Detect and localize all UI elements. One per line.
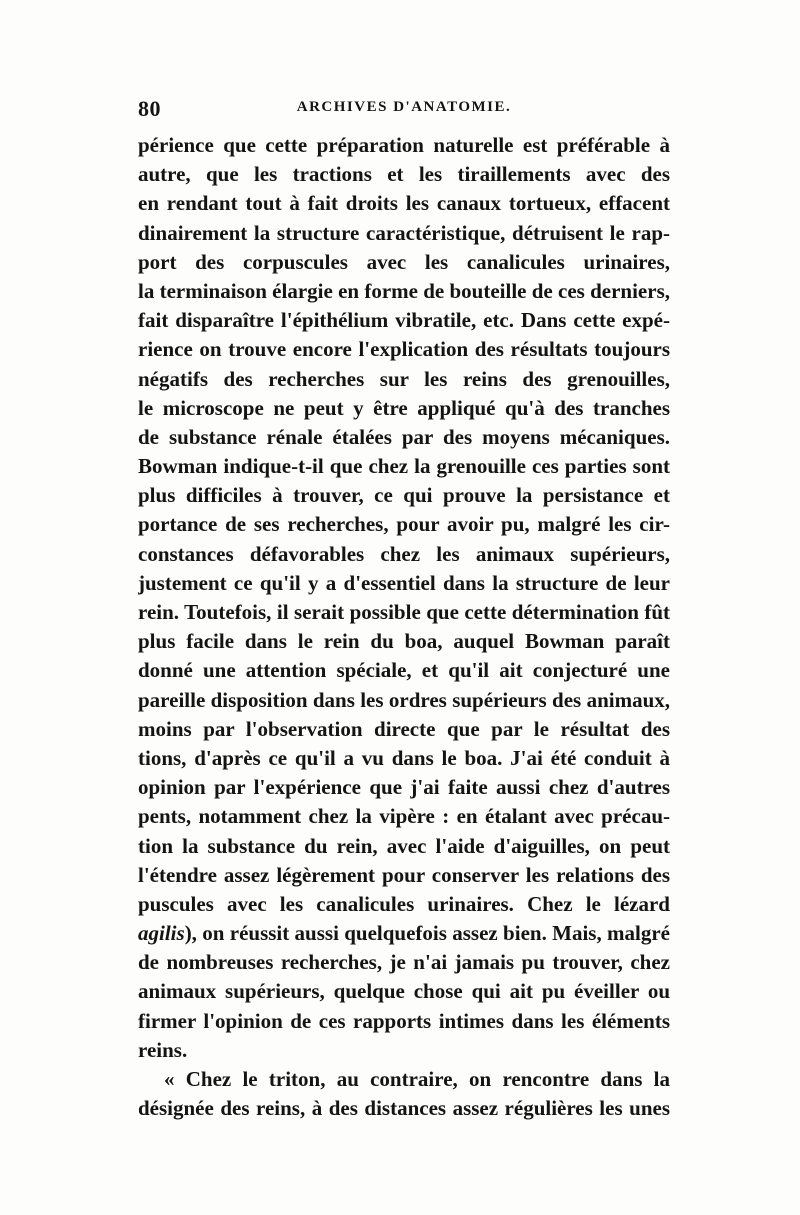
text-line: en rendant tout à fait droits les canaux tortueux, effacent: [138, 191, 670, 216]
text-line: fait disparaître l'épithélium vibratile, etc. Dans cette expé-: [138, 308, 670, 333]
text-line: moins par l'observation directe que par le résultat des: [138, 716, 670, 741]
text-line: « Chez le triton, au contraire, on rencontre dans la: [164, 1067, 670, 1091]
text-line: l'étendre assez légèrement pour conserver les relations des: [138, 862, 670, 887]
text-line: portance de ses recherches, pour avoir pu, malgré les cir-: [138, 512, 670, 537]
text-line: pents, notamment chez la vipère : en étalant avec précau-: [138, 804, 670, 829]
text-line: périence que cette préparation naturelle est préférable à: [138, 133, 670, 157]
text-line: plus difficiles à trouver, ce qui prouve la persistance et: [138, 483, 670, 508]
text-line: donné une attention spéciale, et qu'il ait conjecturé une: [138, 658, 670, 683]
text-line: rein. Toutefois, il serait possible que cette détermination fût: [138, 600, 670, 624]
text-segment: puscules avec les canalicules urinaires. Chez le lézard: [138, 891, 670, 916]
text-line: de nombreuses recherches, je n'ai jamais pu trouver, chez: [138, 950, 670, 975]
text-line: port des corpuscules avec les canalicules urinaires,: [138, 249, 670, 274]
text-segment: ), on réussit aussi quelquefois assez bien. Mais, malgré: [184, 921, 670, 946]
text-line: constances défavorables chez les animaux supérieurs,: [138, 541, 670, 566]
text-line: la terminaison élargie en forme de bouteille de ces derniers,: [138, 278, 670, 303]
text-line: justement ce qu'il y a d'essentiel dans la structure de leur: [138, 570, 670, 595]
text-line: animaux supérieurs, quelque chose qui ait pu éveiller ou: [138, 979, 670, 1004]
italic-text-segment: agilis: [138, 921, 185, 946]
running-head: [138, 96, 670, 122]
text-line: rience on trouve encore l'explication des résultats toujours: [138, 337, 670, 362]
text-line: firmer l'opinion de ces rapports intimes dans les éléments: [138, 1008, 670, 1033]
text-line: plus facile dans le rein du boa, auquel Bowman paraît: [138, 629, 670, 654]
text-line: désignée des reins, à des distances assez régulières les unes: [138, 1096, 670, 1121]
text-line: le microscope ne peut y être appliqué qu'à des tranches: [138, 395, 670, 420]
page-number: 80: [138, 96, 161, 121]
journal-title: ARCHIVES D'ANATOMIE.: [296, 99, 512, 115]
text-line: de substance rénale étalées par des moyens mécaniques.: [138, 424, 670, 449]
text-line: opinion par l'expérience que j'ai faite aussi chez d'autres: [138, 775, 670, 800]
body-text: [138, 131, 670, 1123]
text-line: dinairement la structure caractéristique, détruisent le rap-: [138, 220, 670, 245]
text-line: autre, que les tractions et les tiraillements avec des: [138, 162, 670, 187]
text-line-with-italic: [138, 919, 670, 948]
text-line-with-italic: [138, 890, 670, 919]
text-line: tion la substance du rein, avec l'aide d'aiguilles, on peut: [138, 833, 670, 858]
text-line: pareille disposition dans les ordres supérieurs des animaux,: [138, 687, 670, 712]
text-line: reins.: [138, 1037, 188, 1062]
text-line: négatifs des recherches sur les reins des grenouilles,: [138, 366, 670, 391]
text-line: Bowman indique-t-il que chez la grenouille ces parties sont: [138, 454, 670, 479]
text-line: tions, d'après ce qu'il a vu dans le boa. J'ai été conduit à: [138, 745, 670, 770]
